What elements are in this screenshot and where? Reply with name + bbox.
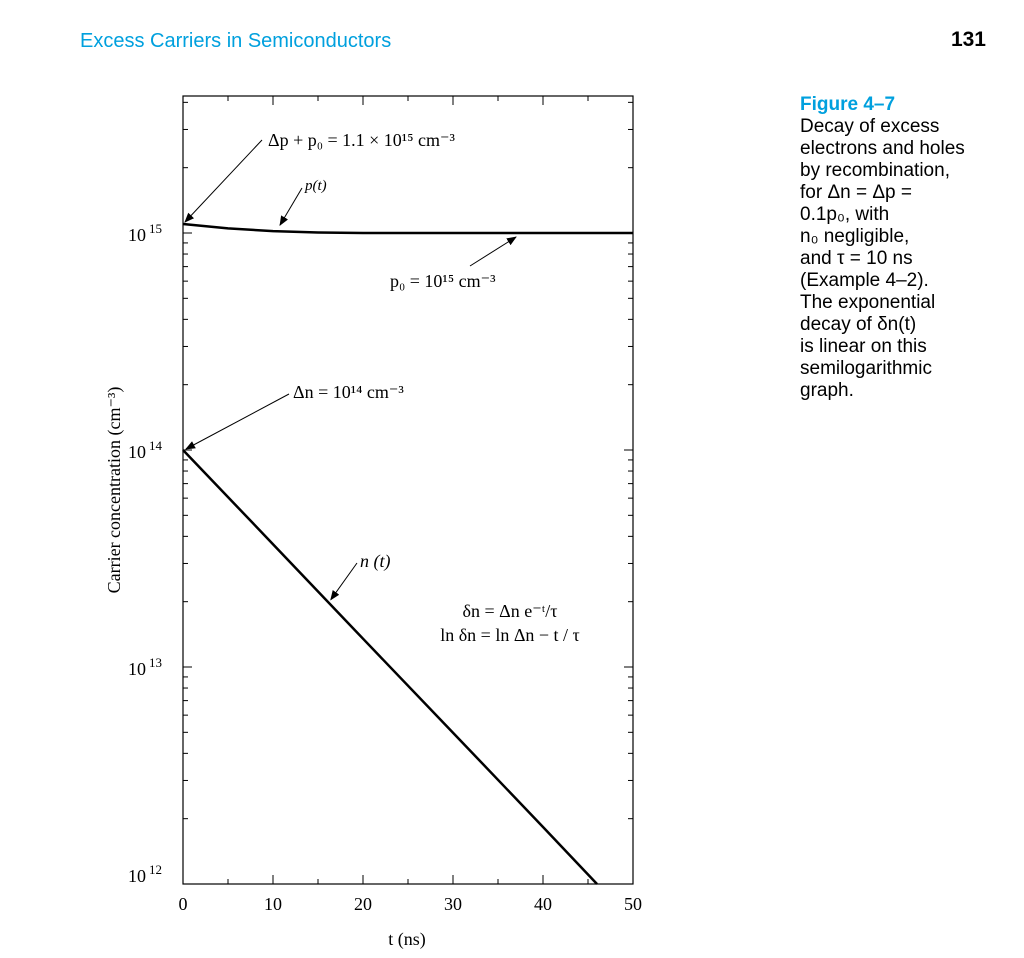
caption-line: 0.1p₀, with xyxy=(800,204,890,225)
annotation-pt: p(t) xyxy=(305,178,327,194)
x-axis-label: t (ns) xyxy=(388,929,426,949)
y-tick-exponent: 14 xyxy=(149,438,162,453)
arrow-dp-p0 xyxy=(185,140,262,222)
series-layer xyxy=(183,224,633,884)
annotation-nt: n (t) xyxy=(360,551,391,571)
annotation-dn: Δn = 10¹⁴ cm⁻³ xyxy=(293,382,404,402)
arrow-n-t xyxy=(331,563,357,600)
caption-line: by recombination, xyxy=(800,160,950,181)
caption-line: Decay of excess xyxy=(800,116,940,137)
caption-line: n₀ negligible, xyxy=(800,226,910,247)
arrow-dn xyxy=(186,394,289,449)
caption-title: Figure 4–7 xyxy=(800,94,896,115)
annotation-eq1: δn = Δn e⁻ᵗ/τ xyxy=(462,601,558,621)
x-tick-label: 20 xyxy=(354,894,372,914)
caption-line: (Example 4–2). xyxy=(800,270,929,291)
caption-line: for Δn = Δp = xyxy=(800,182,912,203)
x-tick-label: 30 xyxy=(444,894,462,914)
series-line-n-t xyxy=(183,450,597,884)
y-tick-base: 10 xyxy=(128,659,146,679)
caption-line: semilogarithmic xyxy=(800,358,932,379)
caption-line: is linear on this xyxy=(800,336,927,357)
annotation-eq2: ln δn = ln Δn − t / τ xyxy=(440,625,580,645)
y-tick-exponent: 15 xyxy=(149,221,162,236)
x-tick-label: 0 xyxy=(178,894,188,914)
caption-line: electrons and holes xyxy=(800,138,965,159)
caption-line: graph. xyxy=(800,380,854,401)
y-tick-label xyxy=(128,862,162,886)
annotations xyxy=(185,130,580,645)
x-tick-label: 40 xyxy=(534,894,552,914)
x-tick-label: 50 xyxy=(624,894,642,914)
series-line-p-t xyxy=(183,224,633,233)
x-tick-label: 10 xyxy=(264,894,282,914)
arrow-p0 xyxy=(470,237,516,266)
page-number: 131 xyxy=(950,28,986,51)
y-tick-label xyxy=(128,221,162,245)
annotation-dp_p0: Δp + p₀ = 1.1 × 10¹⁵ cm⁻³ xyxy=(268,130,455,150)
y-axis-label: Carrier concentration (cm⁻³) xyxy=(104,386,124,594)
caption-line: and τ = 10 ns xyxy=(800,248,913,269)
y-tick-exponent: 12 xyxy=(149,862,162,877)
y-tick-label xyxy=(128,438,163,462)
caption-line: The exponential xyxy=(800,292,936,313)
axis-ticks xyxy=(183,96,633,884)
y-tick-exponent: 13 xyxy=(149,655,162,670)
y-tick-base: 10 xyxy=(128,442,146,462)
running-header: Excess Carriers in Semiconductors xyxy=(80,30,392,52)
y-tick-label xyxy=(128,655,162,679)
plot-frame xyxy=(183,96,633,884)
arrow-p-t xyxy=(280,188,302,225)
caption-line: decay of δn(t) xyxy=(800,314,917,335)
y-tick-base: 10 xyxy=(128,866,146,886)
annotation-p0: p₀ = 10¹⁵ cm⁻³ xyxy=(390,271,496,291)
y-tick-base: 10 xyxy=(128,225,146,245)
